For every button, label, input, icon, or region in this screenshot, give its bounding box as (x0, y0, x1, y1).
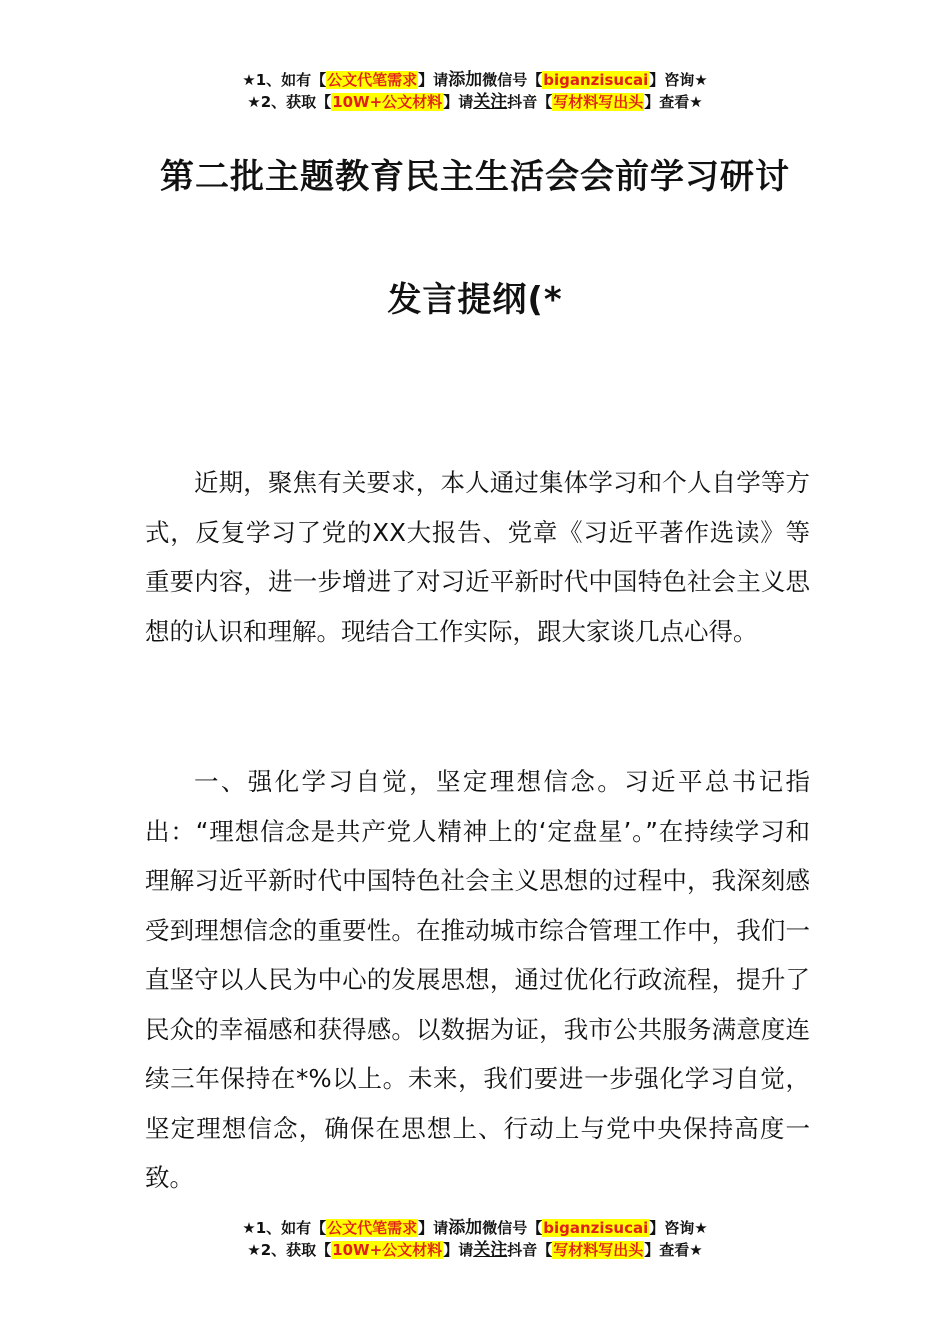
banner-line-1 (0, 69, 950, 91)
banner-text: 】请 (418, 1219, 449, 1237)
document-title-line-1: 第二批主题教育民主生活会会前学习研讨 (160, 157, 790, 197)
banner-text: 】请 (443, 1241, 474, 1259)
banner-text: 抖音【 (507, 93, 553, 111)
header-banner (0, 69, 950, 113)
banner-line-1 (0, 1217, 950, 1239)
banner-text: 】查看★ (644, 1241, 703, 1259)
body-paragraph-section-1: 一、强化学习自觉，坚定理想信念。习近平总书记指出：“理想信念是共产党人精神上的‘定盘星’。”在持续学习和理解习近平新时代中国特色社会主义思想的过程中，我深刻感受到理想信念的重要性。在推动城市综合管理工作中，我们一直坚守以人民为中心的发展思想，通过优化行政流程，提升了民众的幸福感和获得感。以数据为证，我市公共服务满意度连续三年保持在*%以上。未来，我们要进一步强化学习自觉，坚定理想信念，确保在思想上、行动上与党中央保持高度一致。 (145, 767, 810, 1192)
banner-text: 】咨询★ (649, 1219, 708, 1237)
banner-text: ★1、如有【 (242, 71, 327, 89)
body-paragraph-intro: 近期，聚焦有关要求，本人通过集体学习和个人自学等方式，反复学习了党的XX大报告、党章《习近平著作选读》等重要内容，进一步增进了对习近平新时代中国特色社会主义思想的认识和理解。现结合工作实际，跟大家谈几点心得。 (145, 468, 810, 646)
banner-text: 微信号【 (482, 1219, 543, 1237)
banner-line-2 (0, 91, 950, 113)
banner-highlight: 10W+公文材料 (332, 93, 443, 111)
banner-emphasis: 添加 (448, 70, 483, 90)
banner-text: ★2、获取【 (247, 1241, 332, 1259)
banner-emphasis: 添加 (448, 1218, 483, 1238)
banner-highlight: 公文代笔需求 (327, 71, 418, 89)
banner-highlight: 10W+公文材料 (332, 1241, 443, 1259)
banner-text: 】请 (418, 71, 449, 89)
document-title-line-2: 发言提纲(* (387, 280, 563, 320)
banner-highlight: biganzisucai (543, 1219, 649, 1237)
banner-emphasis: 关注 (473, 1240, 508, 1260)
banner-highlight: 公文代笔需求 (327, 1219, 418, 1237)
banner-text: 抖音【 (507, 1241, 553, 1259)
footer-banner (0, 1217, 950, 1261)
banner-text: ★1、如有【 (242, 1219, 327, 1237)
banner-text: 】请 (443, 93, 474, 111)
banner-text: ★2、获取【 (247, 93, 332, 111)
banner-highlight: 写材料写出头 (553, 93, 644, 111)
banner-line-2 (0, 1239, 950, 1261)
banner-highlight: biganzisucai (543, 71, 649, 89)
banner-text: 微信号【 (482, 71, 543, 89)
banner-highlight: 写材料写出头 (553, 1241, 644, 1259)
banner-text: 】咨询★ (649, 71, 708, 89)
banner-emphasis: 关注 (473, 92, 508, 112)
banner-text: 】查看★ (644, 93, 703, 111)
